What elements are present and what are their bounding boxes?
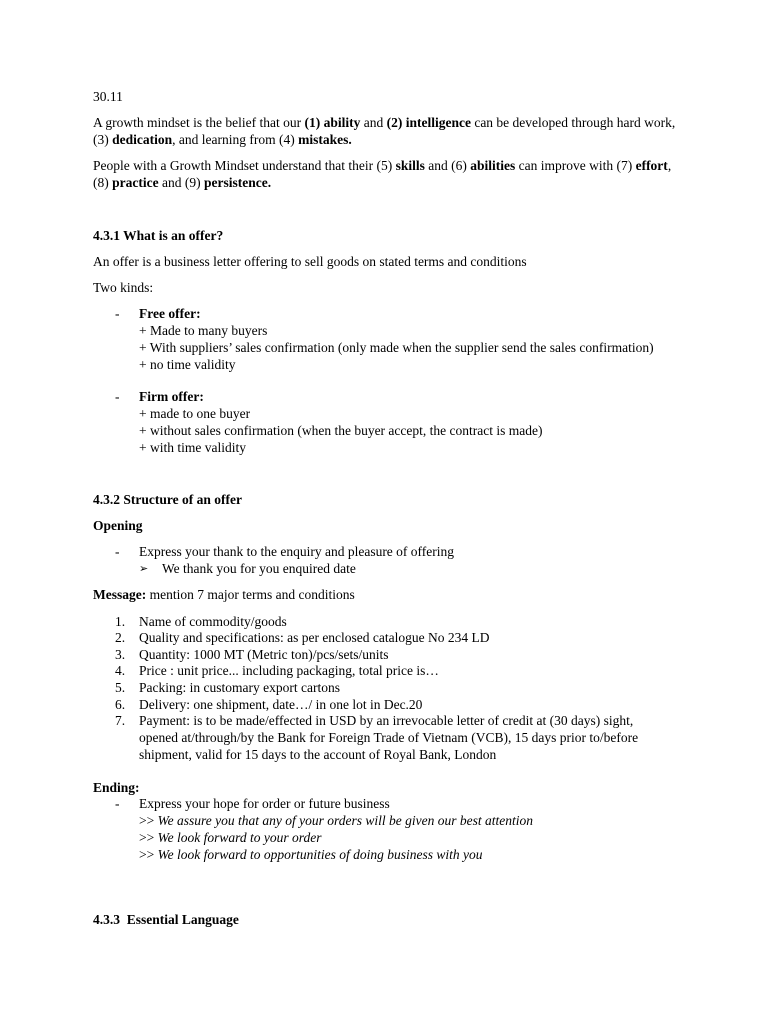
bullet-dash: - [115, 389, 120, 404]
bullet-dash: - [115, 796, 120, 811]
opening-text: Express your thank to the enquiry and pleasure of offering [139, 544, 455, 559]
free-offer-title: Free offer: [139, 306, 201, 321]
growth-mindset-paragraph-2: People with a Growth Mindset understand that their (5) skills and (6) abilities can improve with (7) effort, (8) practice and (9) persistence. [93, 158, 672, 190]
list-number: 1. [115, 614, 126, 629]
list-text: Payment: is to be made/effected in USD by an irrevocable letter of credit at (30 days) sight, opened at/through/by the Bank for Foreign Trade of Vietnam (VCB), 15 days prior to/before shipment, valid for 15 days to the account of Royal Bank, London [139, 713, 639, 762]
date-line: 30.11 [93, 89, 123, 104]
arrow-bullet-icon: ➢ [139, 562, 149, 575]
list-text: Quality and specifications: as per enclosed catalogue No 234 LD [139, 630, 490, 645]
firm-offer-line-1: + made to one buyer [139, 406, 251, 421]
ending-example-2: >> We look forward to your order [139, 830, 322, 845]
bullet-dash: - [115, 306, 120, 321]
firm-offer-line-2: + without sales confirmation (when the buyer accept, the contract is made) [139, 423, 543, 438]
firm-offer-line-3: + with time validity [139, 440, 246, 455]
free-offer-line-2: + With suppliers’ sales confirmation (only made when the supplier send the sales confirmation) [139, 340, 654, 355]
list-number: 7. [115, 713, 126, 728]
list-text: Quantity: 1000 MT (Metric ton)/pcs/sets/units [139, 647, 389, 662]
list-number: 5. [115, 680, 126, 695]
message-line: Message: mention 7 major terms and conditions [93, 587, 355, 602]
section-4-3-1-heading: 4.3.1 What is an offer? [93, 228, 224, 243]
section-4-3-3-heading: 4.3.3 Essential Language [93, 912, 239, 927]
bullet-dash: - [115, 544, 120, 559]
opening-example: We thank you for you enquired date [162, 561, 356, 576]
ending-text: Express your hope for order or future business [139, 796, 390, 811]
section-4-3-2-heading: 4.3.2 Structure of an offer [93, 492, 242, 507]
list-text: Delivery: one shipment, date…/ in one lot in Dec.20 [139, 697, 423, 712]
list-number: 3. [115, 647, 126, 662]
free-offer-line-1: + Made to many buyers [139, 323, 268, 338]
list-text: Price : unit price... including packaging, total price is… [139, 663, 439, 678]
offer-definition: An offer is a business letter offering to sell goods on stated terms and conditions [93, 254, 527, 269]
list-number: 4. [115, 663, 126, 678]
two-kinds-label: Two kinds: [93, 280, 154, 295]
free-offer-line-3: + no time validity [139, 357, 236, 372]
ending-example-1: >> We assure you that any of your orders will be given our best attention [139, 813, 533, 828]
ending-example-3: >> We look forward to opportunities of doing business with you [139, 847, 483, 862]
list-text: Packing: in customary export cartons [139, 680, 340, 695]
ending-heading: Ending: [93, 780, 140, 795]
opening-heading: Opening [93, 518, 143, 533]
growth-mindset-paragraph-1: A growth mindset is the belief that our (1) ability and (2) intelligence can be developed through hard work, (3) dedication, and learning from (4) mistakes. [93, 115, 676, 147]
list-number: 6. [115, 697, 126, 712]
list-text: Name of commodity/goods [139, 614, 287, 629]
firm-offer-title: Firm offer: [139, 389, 204, 404]
list-number: 2. [115, 630, 126, 645]
